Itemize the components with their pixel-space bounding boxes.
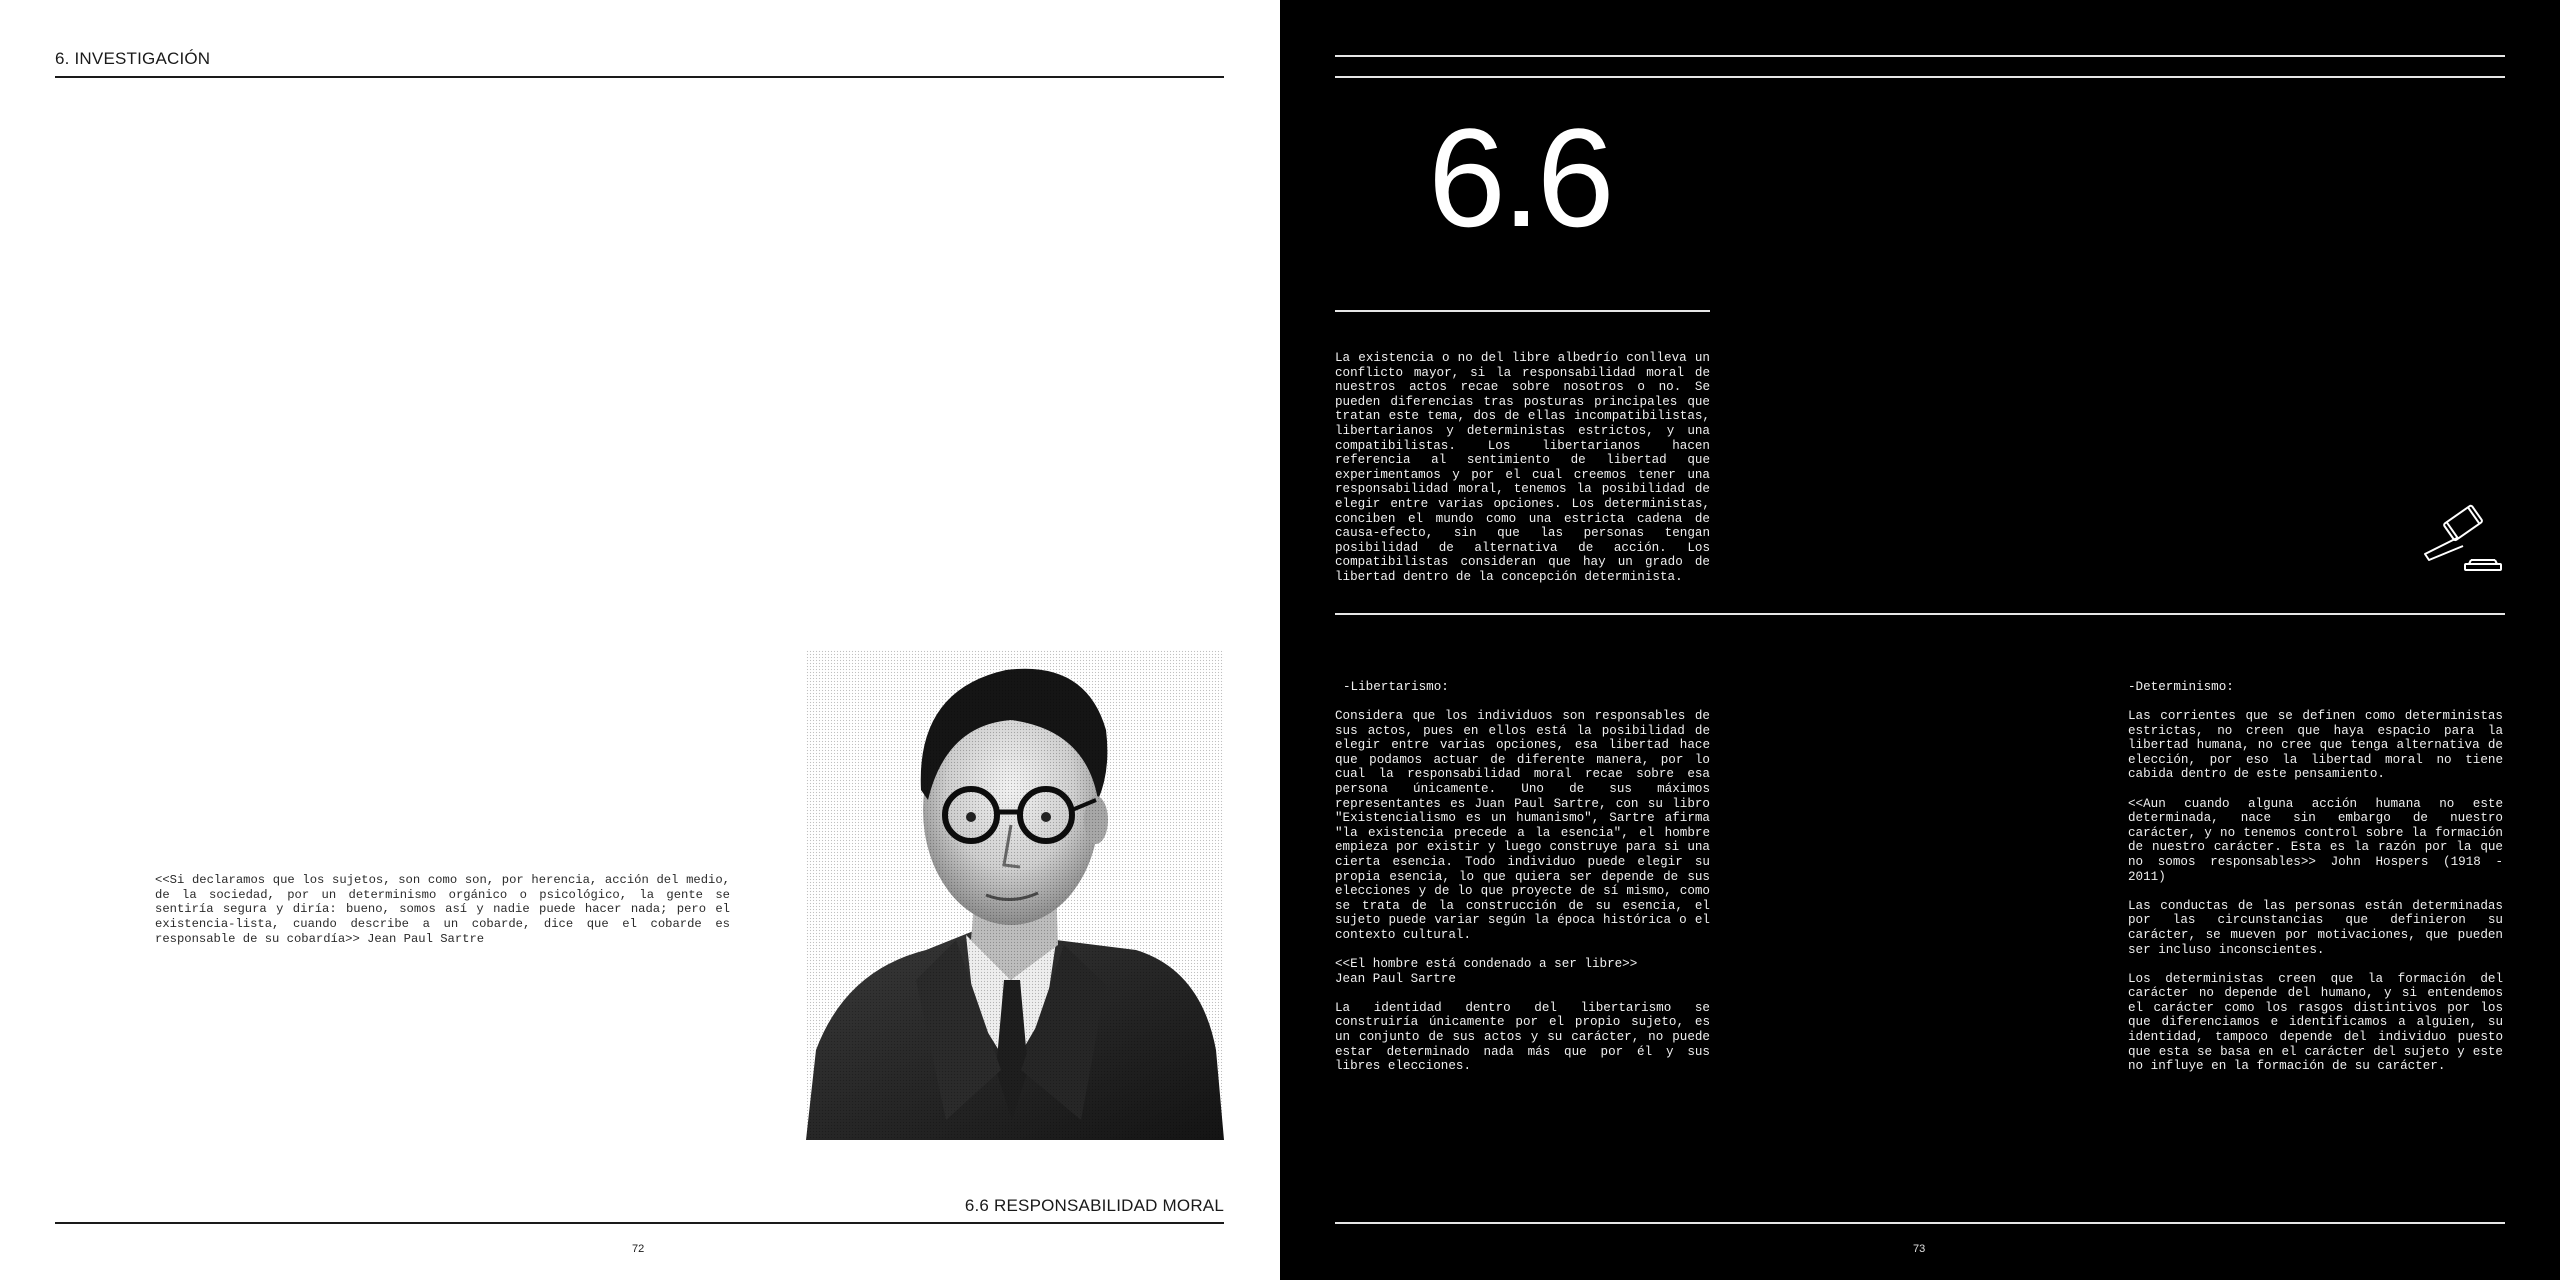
determinismo-body: Las corrientes que se definen como deterministas estrictas, no creen que haya espacio para la libertad humana, no cree que tenga alternativa de elección, por eso la libertad moral no tiene cabida dentro de este pensamiento. <<Aun cuando alguna acción humana no este determinada, nace sin embargo de nuestro carácter, y no tenemos control sobre la formación de nuestro carácter. Esta es la razón por la que no somos responsables>> John Hospers (1918 - 2011) Las conductas de las personas están determinadas por las circunstancias que definieron su carácter, se mueven por motivaciones, que pueden ser incluso inconscientes. Los deterministas creen que la formación del carácter no depende del humano, y si entendemos el carácter como los rasgos distintivos por los que diferenciamos e identificamos a alguien, su identidad, tampoco depende del individuo puesto que esta se basa en el carácter del sujeto y este no influye en la formación de su carácter. <box>2128 709 2503 1074</box>
section-footer: 6.6 RESPONSABILIDAD MORAL <box>964 1196 1224 1215</box>
page-number-right: 73 <box>1913 1243 1926 1255</box>
libertarismo-title: -Libertarismo: <box>1343 680 1449 694</box>
top-rule-2 <box>1335 76 2505 78</box>
portrait-photo <box>806 650 1224 1140</box>
page-number-left: 72 <box>632 1243 645 1255</box>
gavel-icon <box>2417 502 2507 578</box>
intro-paragraph: La existencia o no del libre albedrío conlleva un conflicto mayor, si la responsabilidad moral de nuestros actos recae sobre nosotros o no. Se pueden diferencias tras posturas principales que tratan este tema, dos de ellas incompatibilistas, libertarianos y deterministas estrictos, y una compatibilistas. Los libertarianos hacen referencia al sentimiento de libertad que experimentamos y por el cual creemos tener una responsabilidad moral, tenemos la posibilidad de elegir entre varias opciones. Los deterministas, conciben el mundo como una estricta cadena de causa-efecto, sin que las personas tengan posibilidad de alternativa de acción. Los compatibilistas consideran que hay un grado de libertad dentro de la concepción determinista. <box>1335 351 1710 584</box>
footer-rule <box>55 1222 1224 1224</box>
footer-rule-right <box>1335 1222 2505 1224</box>
libertarismo-body: Considera que los individuos son responsables de sus actos, pues en ellos está la posibilidad de elegir entre varias opciones, esa libertad hace que podamos actuar de diferente manera, por lo cual la responsabilidad moral recae sobre esa persona únicamente. Uno de sus máximos representantes es Juan Paul Sartre, con su libro "Existencialismo es un humanismo", Sartre afirma "la existencia precede a la esencia", el hombre empieza por existir y luego construye para si una cierta esencia. Todo individuo puede elegir su propia esencia, lo que quiera ser depende de sus elecciones y de lo que proyecte de sí mismo, como se trata de la construcción de su esencia, el sujeto puede variar según la época histórica o el contexto cultural. <<El hombre está condenado a ser libre>> Jean Paul Sartre La identidad dentro del libertarismo se construiría únicamente por el propio sujeto, es un conjunto de sus actos y su carácter, no puede estar determinado nada más que por él y sus libres elecciones. <box>1335 709 1710 1074</box>
top-rule-1 <box>1335 55 2505 57</box>
section-number: 6.6 <box>1428 99 1611 256</box>
section-header: 6. INVESTIGACIÓN <box>55 49 211 68</box>
right-page <box>1280 0 2560 1280</box>
middle-rule <box>1335 613 2505 615</box>
determinismo-title: -Determinismo: <box>2128 680 2234 694</box>
header-rule <box>55 76 1224 78</box>
number-rule <box>1335 310 1710 312</box>
sartre-quote: <<Si declaramos que los sujetos, son como son, por herencia, acción del medio, de la sociedad, por un determinismo orgánico o psicológico, la gente se sentiría segura y diría: bueno, somos así y nadie puede hacer nada; pero el existencia-lista, cuando describe a un cobarde, dice que el cobarde es responsable de su cobardía>> Jean Paul Sartre <box>155 873 730 946</box>
